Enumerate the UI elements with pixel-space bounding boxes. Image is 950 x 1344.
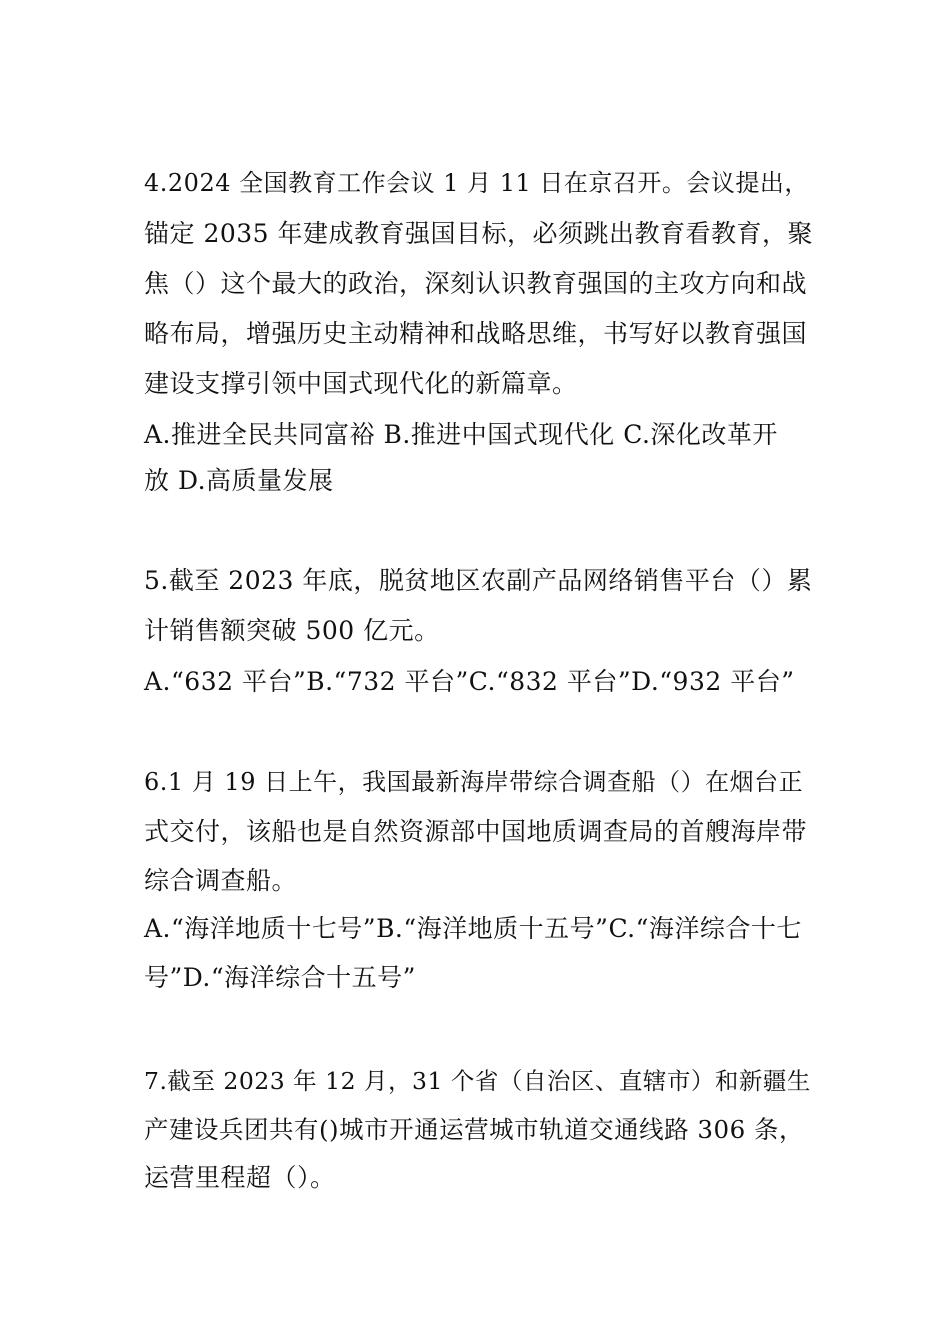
question-4-stem-line-3: 焦（）这个最大的政治，深刻认识教育强国的主攻方向和战 xyxy=(144,269,808,298)
question-5-options-line-1: A.“632 平台”B.“732 平台”C.“832 平台”D.“932 平台” xyxy=(144,667,795,696)
question-5-stem-line-1: 5.截至 2023 年底，脱贫地区农副产品网络销售平台（）累 xyxy=(144,566,813,595)
question-4-stem-line-1: 4.2024 全国教育工作会议 1 月 11 日在京召开。会议提出， xyxy=(144,169,809,197)
question-6-stem-line-1: 6.1 月 19 日上午，我国最新海岸带综合调查船（）在烟台正 xyxy=(144,768,804,796)
question-4-stem-line-2: 锚定 2035 年建成教育强国目标，必须跳出教育看教育，聚 xyxy=(144,219,814,248)
question-5-stem-line-2: 计销售额突破 500 亿元。 xyxy=(144,616,440,645)
question-6-stem-line-3: 综合调查船。 xyxy=(144,866,298,895)
question-4-stem-line-5: 建设支撑引领中国式现代化的新篇章。 xyxy=(144,369,578,398)
question-6-options-line-2: 号”D.“海洋综合十五号” xyxy=(144,963,416,992)
question-7-stem-line-1: 7.截至 2023 年 12 月，31 个省（自治区、直辖市）和新疆生 xyxy=(144,1067,811,1095)
question-6-options-line-1: A.“海洋地质十七号”B.“海洋地质十五号”C.“海洋综合十七 xyxy=(144,914,802,943)
question-4-options-line-1: A.推进全民共同富裕 B.推进中国式现代化 C.深化改革开 xyxy=(144,420,778,449)
question-4-options-line-2: 放 D.高质量发展 xyxy=(144,466,334,495)
question-4-stem-line-4: 略布局，增强历史主动精神和战略思维，书写好以教育强国 xyxy=(144,319,808,348)
question-7-stem-line-3: 运营里程超（）。 xyxy=(144,1163,336,1192)
question-6-stem-line-2: 式交付，该船也是自然资源部中国地质调查局的首艘海岸带 xyxy=(144,817,808,846)
question-7-stem-line-2: 产建设兵团共有()城市开通运营城市轨道交通线路 306 条， xyxy=(144,1115,804,1144)
